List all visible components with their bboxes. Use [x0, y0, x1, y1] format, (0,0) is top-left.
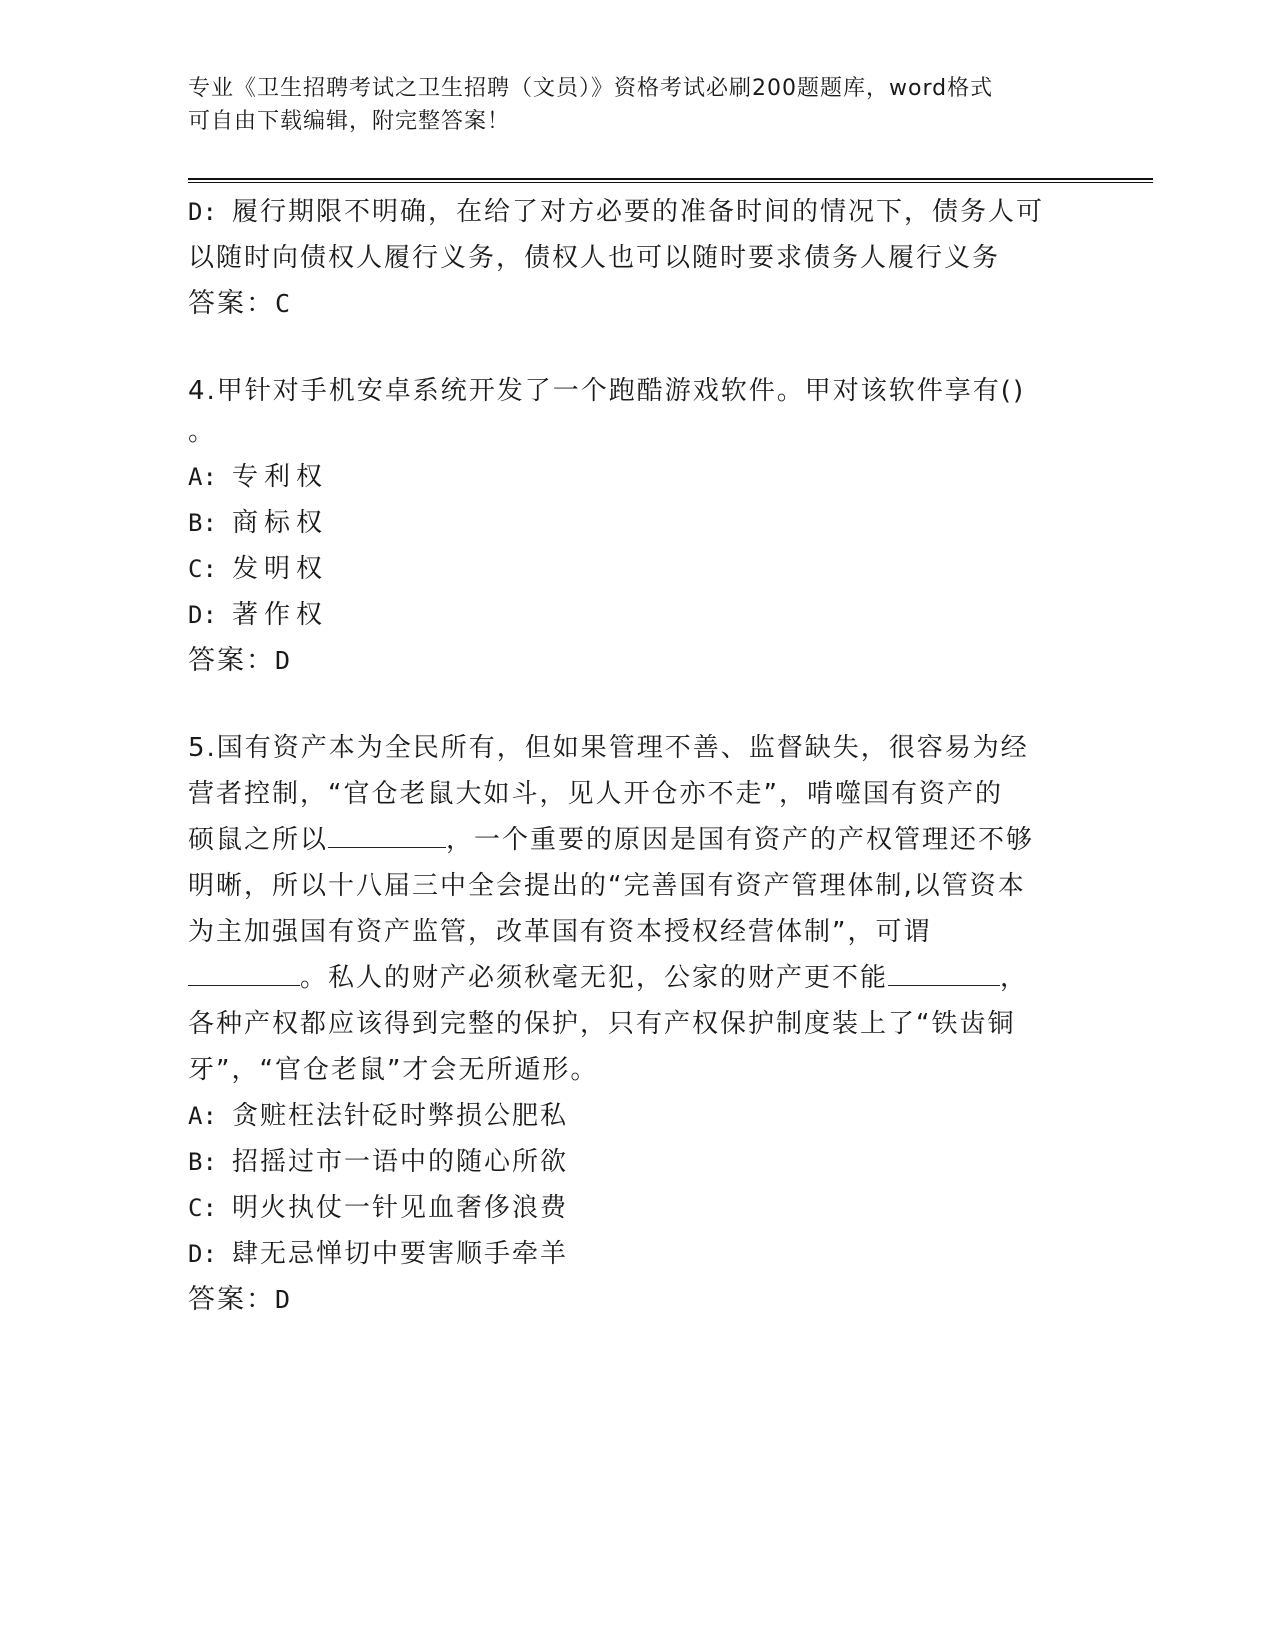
option-d — [188, 189, 1088, 235]
question-stem: 5.国有资产本为全民所有，但如果管理不善、监督缺失，很容易为经 — [188, 733, 1029, 763]
option-key: D: — [188, 601, 217, 629]
option-text: 著作权 — [232, 600, 329, 630]
option-key: D: — [188, 198, 217, 226]
question-4 — [188, 368, 1088, 684]
option-text: 明火执仗一针见血奢侈浪费 — [232, 1193, 569, 1223]
option-d — [188, 1231, 1088, 1277]
question-stem: 4.甲针对手机安卓系统开发了一个跑酷游戏软件。甲对该软件享有() — [188, 376, 1026, 406]
option-key: C: — [188, 1194, 217, 1222]
question-stem-continued: 牙”，“官仓老鼠”才会无所遁形。 — [188, 1055, 599, 1085]
option-key: B: — [188, 1148, 217, 1176]
stem-text: 。私人的财产必须秋毫无犯，公家的财产更不能 — [300, 963, 889, 993]
question-5 — [188, 725, 1088, 1323]
header-line-1: 专业《卫生招聘考试之卫生招聘（文员）》资格考试必刷200题题库，word格式 — [188, 76, 994, 101]
option-key: A: — [188, 1102, 217, 1130]
option-text: 专利权 — [232, 462, 329, 492]
stem-text: 硕鼠之所以 — [188, 825, 329, 855]
option-key: A: — [188, 463, 217, 491]
option-text: 肆无忌惮切中要害顺手牵羊 — [232, 1239, 569, 1269]
header-divider — [188, 178, 1153, 183]
question-stem-continued: 明晰，所以十八届三中全会提出的“完善国有资产管理体制,以管资本 — [188, 871, 1026, 901]
option-key: D: — [188, 1240, 217, 1268]
option-c — [188, 1185, 1088, 1231]
option-b — [188, 500, 1088, 546]
document-body — [188, 189, 1088, 1323]
question-3-tail — [188, 189, 1088, 327]
spacer — [188, 327, 1088, 368]
stem-text: ，一个重要的原因是国有资产的产权管理还不够 — [446, 825, 1035, 855]
option-c — [188, 546, 1088, 592]
fill-blank — [888, 957, 1000, 986]
option-b — [188, 1139, 1088, 1185]
question-stem-continued: 为主加强国有资产监管，改革国有资本授权经营体制”，可谓 — [188, 917, 932, 947]
question-stem-continued: 各种产权都应该得到完整的保护，只有产权保护制度装上了“铁齿铜 — [188, 1009, 1016, 1039]
option-text: 履行期限不明确，在给了对方必要的准备时间的情况下，债务人可 — [232, 197, 1045, 227]
option-d — [188, 592, 1088, 638]
option-d-continued: 以随时向债权人履行义务，债权人也可以随时要求债务人履行义务 — [188, 243, 1001, 273]
option-text: 商标权 — [232, 508, 329, 538]
question-stem-continued — [188, 817, 1088, 863]
answer-value: C — [275, 289, 291, 318]
answer-label: 答案： — [188, 288, 275, 319]
fill-blank — [188, 957, 300, 986]
answer-line — [188, 281, 1088, 327]
answer-value: D — [275, 646, 291, 675]
question-stem-continued: 营者控制，“官仓老鼠大如斗，见人开仓亦不走”，啃噬国有资产的 — [188, 779, 1003, 809]
option-key: C: — [188, 555, 217, 583]
stem-text: ， — [1000, 963, 1029, 993]
fill-blank — [328, 819, 446, 848]
option-text: 贪赃枉法针砭时弊损公肥私 — [232, 1101, 569, 1131]
option-a — [188, 1093, 1088, 1139]
answer-label: 答案： — [188, 1284, 275, 1315]
header-line-2: 可自由下载编辑，附完整答案！ — [188, 109, 511, 134]
answer-label: 答案： — [188, 645, 275, 676]
option-text: 招摇过市一语中的随心所欲 — [232, 1147, 569, 1177]
question-stem-continued — [188, 955, 1088, 1001]
question-stem-continued: 。 — [188, 417, 217, 447]
page-header — [188, 72, 1068, 138]
spacer — [188, 684, 1088, 725]
answer-value: D — [275, 1285, 291, 1314]
option-text: 发明权 — [232, 554, 329, 584]
answer-line — [188, 1277, 1088, 1323]
option-key: B: — [188, 509, 217, 537]
answer-line — [188, 638, 1088, 684]
option-a — [188, 454, 1088, 500]
